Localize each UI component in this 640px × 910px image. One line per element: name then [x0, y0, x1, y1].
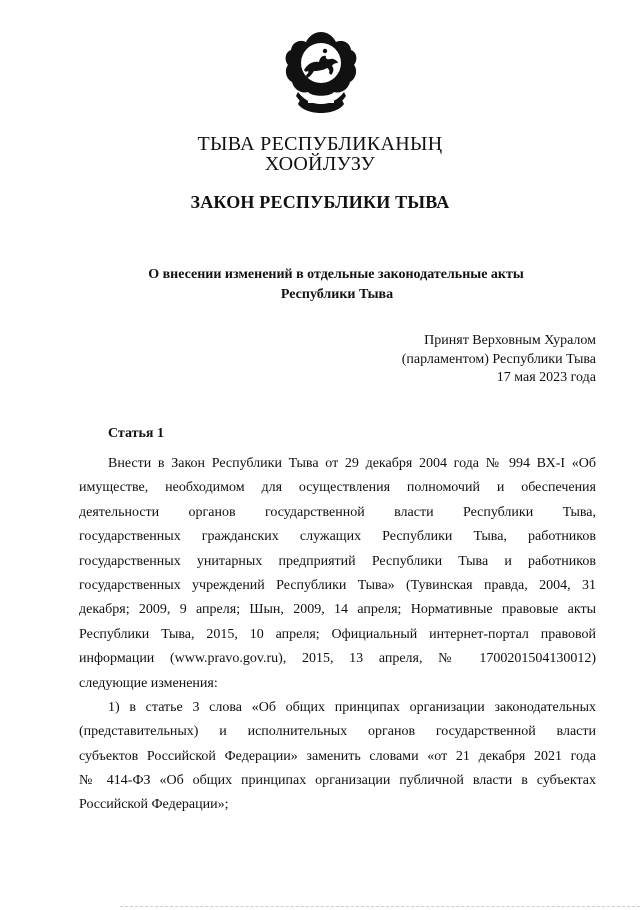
article-line: (представительных) и исполнительных органов государственной власти	[79, 724, 596, 740]
article-line: государственных гражданских служащих Республики Тыва, работников	[79, 529, 596, 545]
parliament-name-line2: ХООЙЛУЗУ	[264, 153, 376, 175]
article-line: Республики Тыва, 2015, 10 апреля; Официальный интернет-портал правовой	[79, 626, 596, 642]
law-title: ЗАКОН РЕСПУБЛИКИ ТЫВА	[190, 192, 450, 212]
article-body	[79, 452, 596, 818]
article-line: Российской Федерации»;	[79, 797, 229, 813]
article-line: имуществе, необходимом для осуществления полномочий и обеспечения	[79, 480, 596, 496]
article-line: № 414-ФЗ «Об общих принципах организации публичной власти в субъектах	[79, 773, 596, 789]
scan-artifact-divider	[120, 906, 640, 908]
article-line: Внести в Закон Республики Тыва от 29 декабря 2004 года № 994 ВХ-I «Об	[108, 456, 596, 471]
article-line: следующие изменения:	[79, 675, 218, 691]
law-subject-line1: О внесении изменений в отдельные законодательные акты	[148, 267, 524, 282]
article-line: государственных унитарных предприятий Республики Тыва и работников	[79, 553, 596, 569]
article-line: информации (www.pravo.gov.ru), 2015, 13 апреля, № 1700201504130012)	[79, 651, 596, 667]
adoption-note-line2: (парламентом) Республики Тыва	[401, 351, 596, 367]
adoption-note-line1: Принят Верховным Хуралом	[424, 333, 596, 348]
article-line: субъектов Российской Федерации» заменить словами «от 21 декабря 2021 года	[79, 748, 596, 764]
adoption-date: 17 мая 2023 года	[496, 370, 596, 385]
parliament-name-line1: ТЫВА РЕСПУБЛИКАНЫҢ	[197, 133, 443, 155]
adoption-note	[402, 332, 596, 388]
article-line: декабря; 2009, 9 апреля; Шын, 2009, 14 апреля; Нормативные правовые акты	[79, 602, 596, 618]
law-subject-line2: Республики Тыва	[280, 287, 394, 302]
article-line: государственных учреждений Республики Тыва» (Тувинская правда, 2004, 31	[79, 577, 596, 593]
article-line: 1) в статье 3 слова «Об общих принципах организации законодательных	[108, 699, 596, 715]
article-line: деятельности органов государственной власти Республики Тыва,	[79, 504, 596, 520]
article-heading: Статья 1	[108, 426, 164, 441]
coat-of-arms-emblem	[284, 30, 358, 116]
